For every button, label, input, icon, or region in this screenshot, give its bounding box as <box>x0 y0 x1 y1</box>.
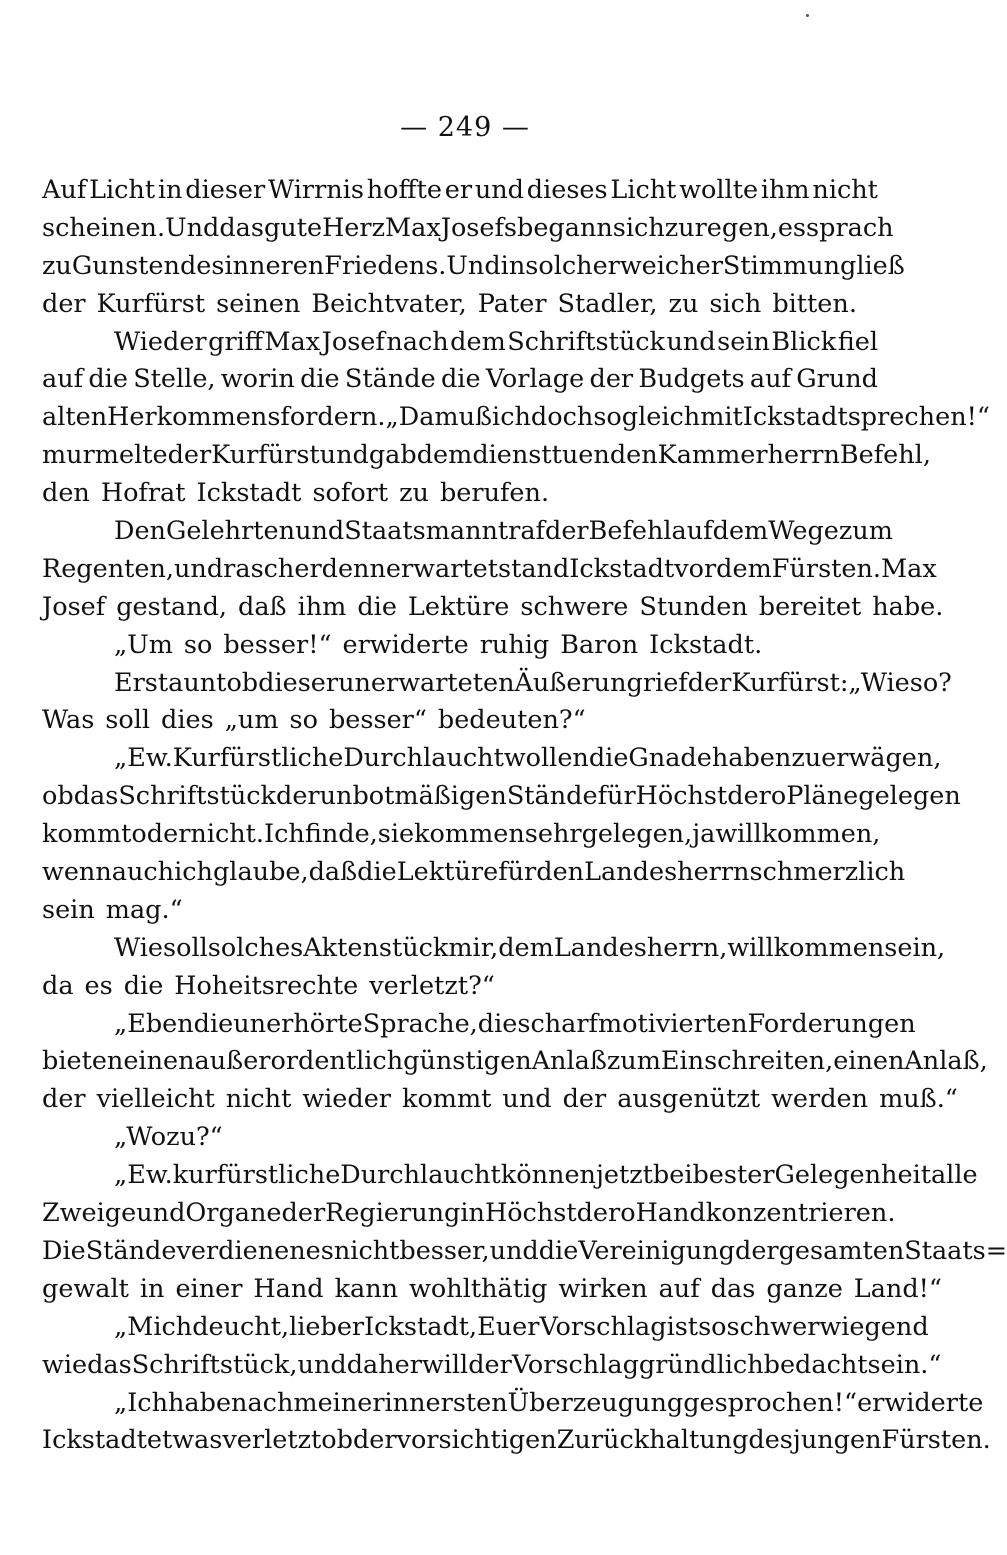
text-line: alten Herkommens fordern. „Da muß ich doch sogleich mit Ickstadt sprechen!“ <box>42 402 990 433</box>
text-line: wenn auch ich glaube, daß die Lektüre für den Landesherrn schmerzlich <box>42 857 906 888</box>
text-line: Den Gelehrten und Staatsmann traf der Befehl auf dem Wege zum <box>114 516 893 547</box>
text-line: Regenten, und rascher denn erwartet stand Ickstadt vor dem Fürsten. Max <box>42 553 937 584</box>
text-line: auf die Stelle, worin die Stände die Vorlage der Budgets auf Grund <box>42 364 878 395</box>
text-line: sein mag.“ <box>42 894 183 925</box>
text-line: Erstaunt ob dieser unerwarteten Äußerung rief der Kurfürst: „Wieso? <box>114 667 952 698</box>
text-line: den Hofrat Ickstadt sofort zu berufen. <box>42 478 550 509</box>
text-line: Ickstadt etwas verletzt ob der vorsichtigen Zurückhaltung des jungen Fürsten. <box>42 1425 991 1456</box>
page-speck <box>806 14 809 17</box>
text-line: „Mich deucht, lieber Ickstadt, Euer Vorschlag ist so schwerwiegend <box>114 1311 929 1342</box>
text-line: Zweige und Organe der Regierung in Höchstdero Hand konzentrieren. <box>42 1198 896 1229</box>
text-line: „Ew. kurfürstliche Durchlaucht können jetzt bei bester Gelegenheit alle <box>114 1160 978 1191</box>
text-line: der vielleicht nicht wieder kommt und der ausgenützt werden muß.“ <box>42 1084 958 1115</box>
page-number: — 249 — <box>400 112 530 143</box>
text-line: Die Stände verdienen es nicht besser, und die Vereinigung der gesamten Staats= <box>42 1235 1007 1266</box>
text-line: „Ich habe nach meiner innersten Überzeugung gesprochen!“ erwiderte <box>114 1387 984 1418</box>
text-line: Was soll dies „um so besser“ bedeuten?“ <box>42 705 586 736</box>
body-text <box>42 172 1007 1460</box>
text-line: „Ew. Kurfürstliche Durchlaucht wollen die Gnade haben zu erwägen, <box>114 743 942 774</box>
text-line: Josef gestand, daß ihm die Lektüre schwere Stunden bereitet habe. <box>42 591 944 622</box>
text-line: „Eben die unerhörte Sprache, die scharf motivierten Forderungen <box>114 1008 916 1039</box>
text-line: „Um so besser!“ erwiderte ruhig Baron Ickstadt. <box>114 629 763 660</box>
text-line: wie das Schriftstück, und daher will der Vorschlag gründlich bedacht sein.“ <box>42 1349 942 1380</box>
text-line: „Wozu?“ <box>114 1122 223 1153</box>
text-line: der Kurfürst seinen Beichtvater, Pater Stadler, zu sich bitten. <box>42 288 857 319</box>
text-line: scheinen. Und das gute Herz Max Josefs begann sich zu regen, es sprach <box>42 212 894 243</box>
text-line: kommt oder nicht. Ich finde, sie kommen sehr gelegen, ja willkommen, <box>42 819 881 850</box>
text-line: gewalt in einer Hand kann wohlthätig wirken auf das ganze Land!“ <box>42 1273 942 1304</box>
text-line: murmelte der Kurfürst und gab dem diensttuenden Kammerherrn Befehl, <box>42 440 931 471</box>
text-line: zu Gunsten des inneren Friedens. Und in solcher weicher Stimmung ließ <box>42 250 905 281</box>
text-line: Auf Licht in dieser Wirrnis hoffte er und dieses Licht wollte ihm nicht <box>42 175 878 205</box>
text-line: bieten einen außerordentlich günstigen Anlaß zum Einschreiten, einen Anlaß, <box>42 1046 988 1077</box>
text-line: Wie soll solches Aktenstück mir, dem Landesherrn, willkommen sein, <box>114 932 946 963</box>
text-line: ob das Schriftstück der unbotmäßigen Stände für Höchstdero Pläne gelegen <box>42 781 961 812</box>
text-line: da es die Hoheitsrechte verletzt?“ <box>42 970 495 1001</box>
text-line: Wieder griff Max Josef nach dem Schriftstück und sein Blick fiel <box>114 326 878 357</box>
